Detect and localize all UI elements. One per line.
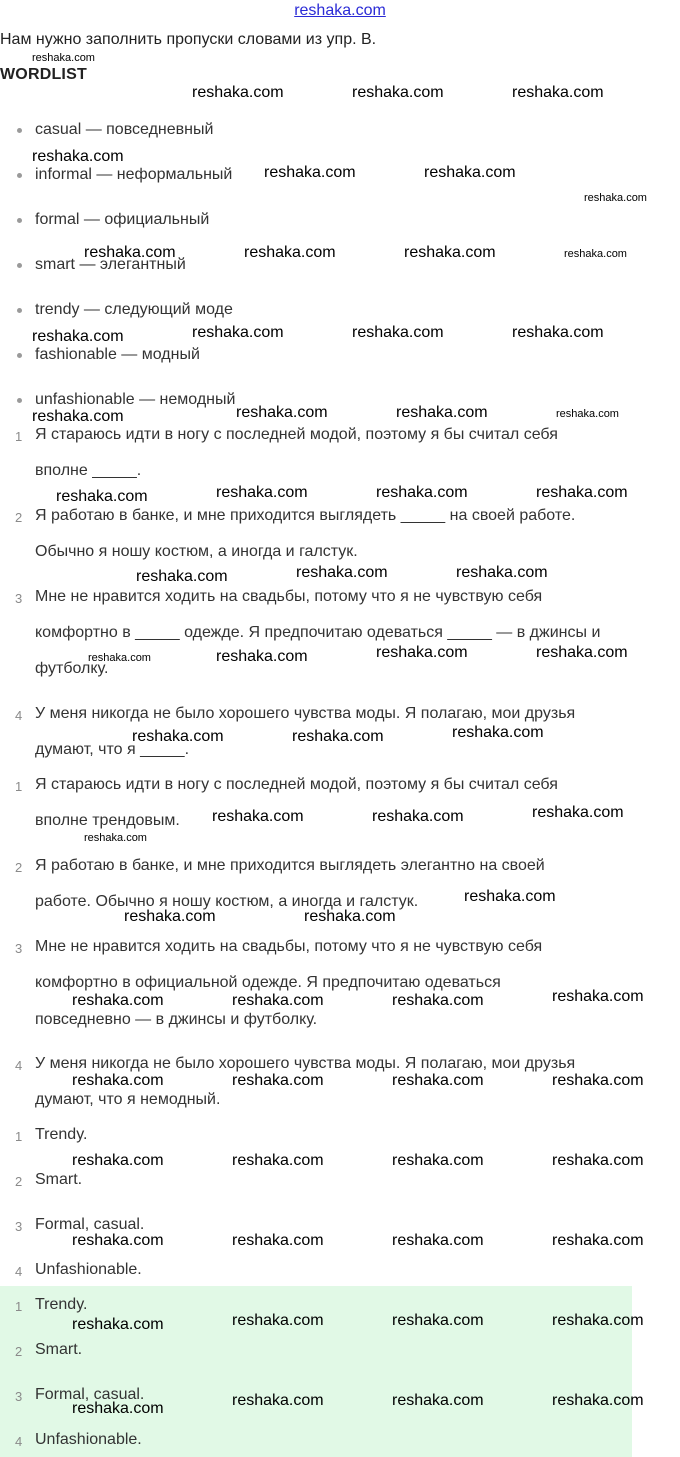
watermark: reshaka.com — [376, 644, 468, 661]
watermark: reshaka.com — [404, 244, 496, 261]
answer-text: Unfashionable. — [35, 1261, 142, 1278]
watermark: reshaka.com — [392, 1072, 484, 1089]
translation-line: У меня никогда не было хорошего чувства моды. Я полагаю, мои друзья — [35, 1055, 576, 1072]
answer-text: Smart. — [35, 1341, 83, 1358]
watermark: reshaka.com — [292, 728, 384, 745]
translation-line: вполне трендовым. — [35, 812, 180, 829]
translation-line: Я стараюсь идти в ногу с последней модой, поэтому я бы считал себя — [35, 776, 558, 793]
watermark: reshaka.com — [532, 804, 624, 821]
watermark: reshaka.com — [72, 1152, 164, 1169]
exercise-line: Мне не нравится ходить на свадьбы, потому что я не чувствую себя — [35, 588, 543, 605]
watermark: reshaka.com — [392, 992, 484, 1009]
answer-text: Formal, casual. — [35, 1386, 145, 1403]
item-number: 2 — [15, 860, 23, 875]
watermark: reshaka.com — [452, 724, 544, 741]
wordlist-item: formal — официальный — [35, 211, 210, 228]
watermark: reshaka.com — [552, 988, 644, 1005]
watermark: reshaka.com — [536, 484, 628, 501]
watermark: reshaka.com — [232, 1232, 324, 1249]
item-number: 3 — [15, 591, 23, 606]
watermark: reshaka.com — [392, 1392, 484, 1409]
item-number: 4 — [15, 1058, 23, 1073]
wordlist-item: fashionable — модный — [35, 346, 200, 363]
watermark: reshaka.com — [84, 832, 147, 844]
exercise-line: Обычно я ношу костюм, а иногда и галстук. — [35, 543, 358, 560]
wordlist-item: informal — неформальный — [35, 166, 233, 183]
watermark: reshaka.com — [552, 1392, 644, 1409]
watermark: reshaka.com — [72, 1316, 164, 1333]
watermark: reshaka.com — [392, 1312, 484, 1329]
watermark: reshaka.com — [32, 148, 124, 165]
translation-line: Я работаю в банке, и мне приходится выглядеть элегантно на своей — [35, 857, 545, 874]
watermark: reshaka.com — [212, 808, 304, 825]
translation-line: работе. Обычно я ношу костюм, а иногда и галстук. — [35, 893, 419, 910]
exercise-line: Я стараюсь идти в ногу с последней модой, поэтому я бы считал себя — [35, 426, 558, 443]
watermark: reshaka.com — [232, 1152, 324, 1169]
watermark: reshaka.com — [296, 564, 388, 581]
bullet-icon — [17, 308, 22, 313]
item-number: 1 — [15, 779, 23, 794]
item-number: 1 — [15, 1299, 23, 1314]
intro-text: Нам нужно заполнить пропуски словами из упр. B. — [0, 31, 377, 48]
watermark: reshaka.com — [456, 564, 548, 581]
watermark: reshaka.com — [72, 1232, 164, 1249]
item-number: 3 — [15, 1389, 23, 1404]
item-number: 1 — [15, 429, 23, 444]
watermark: reshaka.com — [392, 1232, 484, 1249]
watermark: reshaka.com — [376, 484, 468, 501]
watermark: reshaka.com — [32, 52, 95, 64]
bullet-icon — [17, 173, 22, 178]
item-number: 2 — [15, 1174, 23, 1189]
exercise-line: футболку. — [35, 660, 109, 677]
watermark: reshaka.com — [392, 1152, 484, 1169]
watermark: reshaka.com — [396, 404, 488, 421]
watermark: reshaka.com — [136, 568, 228, 585]
watermark: reshaka.com — [192, 84, 284, 101]
exercise-line: У меня никогда не было хорошего чувства моды. Я полагаю, мои друзья — [35, 705, 576, 722]
watermark: reshaka.com — [464, 888, 556, 905]
answer-text: Trendy. — [35, 1126, 88, 1143]
watermark: reshaka.com — [552, 1232, 644, 1249]
watermark: reshaka.com — [512, 324, 604, 341]
watermark: reshaka.com — [232, 992, 324, 1009]
item-number: 1 — [15, 1129, 23, 1144]
bullet-icon — [17, 263, 22, 268]
answer-text: Formal, casual. — [35, 1216, 145, 1233]
bullet-icon — [17, 353, 22, 358]
watermark: reshaka.com — [552, 1152, 644, 1169]
watermark: reshaka.com — [32, 328, 124, 345]
watermark: reshaka.com — [512, 84, 604, 101]
translation-line: Мне не нравится ходить на свадьбы, потому что я не чувствую себя — [35, 938, 543, 955]
item-number: 2 — [15, 1344, 23, 1359]
watermark: reshaka.com — [72, 1400, 164, 1417]
answer-text: Smart. — [35, 1171, 83, 1188]
watermark: reshaka.com — [32, 408, 124, 425]
translation-line: комфортно в официальной одежде. Я предпочитаю одеваться — [35, 974, 501, 991]
wordlist-title: WORDLIST — [0, 66, 87, 83]
watermark: reshaka.com — [232, 1072, 324, 1089]
exercise-line: вполне _____. — [35, 462, 142, 479]
watermark: reshaka.com — [84, 244, 176, 261]
translation-line: повседневно — в джинсы и футболку. — [35, 1011, 318, 1028]
watermark: reshaka.com — [264, 164, 356, 181]
watermark: reshaka.com — [304, 908, 396, 925]
watermark: reshaka.com — [556, 408, 619, 420]
item-number: 3 — [15, 1219, 23, 1234]
bullet-icon — [17, 128, 22, 133]
translation-line: думают, что я немодный. — [35, 1091, 221, 1108]
watermark: reshaka.com — [72, 1072, 164, 1089]
watermark: reshaka.com — [232, 1392, 324, 1409]
item-number: 4 — [15, 1434, 23, 1449]
item-number: 4 — [15, 708, 23, 723]
exercise-line: комфортно в _____ одежде. Я предпочитаю одеваться _____ — в джинсы и — [35, 624, 601, 641]
watermark: reshaka.com — [536, 644, 628, 661]
watermark: reshaka.com — [424, 164, 516, 181]
wordlist-item: smart — элегантный — [35, 256, 186, 273]
item-number: 2 — [15, 510, 23, 525]
exercise-line: Я работаю в банке, и мне приходится выглядеть _____ на своей работе. — [35, 507, 576, 524]
watermark: reshaka.com — [56, 488, 148, 505]
watermark: reshaka.com — [124, 908, 216, 925]
watermark: reshaka.com — [216, 648, 308, 665]
watermark: reshaka.com — [564, 248, 627, 260]
item-number: 4 — [15, 1264, 23, 1279]
wordlist-item: trendy — следующий моде — [35, 301, 233, 318]
watermark: reshaka.com — [352, 84, 444, 101]
watermark: reshaka.com — [552, 1312, 644, 1329]
item-number: 3 — [15, 941, 23, 956]
exercise-line: думают, что я _____. — [35, 741, 190, 758]
watermark: reshaka.com — [244, 244, 336, 261]
watermark: reshaka.com — [584, 192, 647, 204]
watermark: reshaka.com — [236, 404, 328, 421]
watermark: reshaka.com — [372, 808, 464, 825]
watermark: reshaka.com — [552, 1072, 644, 1089]
watermark: reshaka.com — [232, 1312, 324, 1329]
answer-text: Trendy. — [35, 1296, 88, 1313]
bullet-icon — [17, 398, 22, 403]
watermark: reshaka.com — [132, 728, 224, 745]
watermark: reshaka.com — [352, 324, 444, 341]
watermark: reshaka.com — [192, 324, 284, 341]
watermark: reshaka.com — [216, 484, 308, 501]
answer-text: Unfashionable. — [35, 1431, 142, 1448]
bullet-icon — [17, 218, 22, 223]
site-link[interactable]: reshaka.com — [294, 2, 386, 19]
watermark: reshaka.com — [72, 992, 164, 1009]
wordlist-item: unfashionable — немодный — [35, 391, 236, 408]
wordlist-item: casual — повседневный — [35, 121, 214, 138]
watermark: reshaka.com — [88, 652, 151, 664]
